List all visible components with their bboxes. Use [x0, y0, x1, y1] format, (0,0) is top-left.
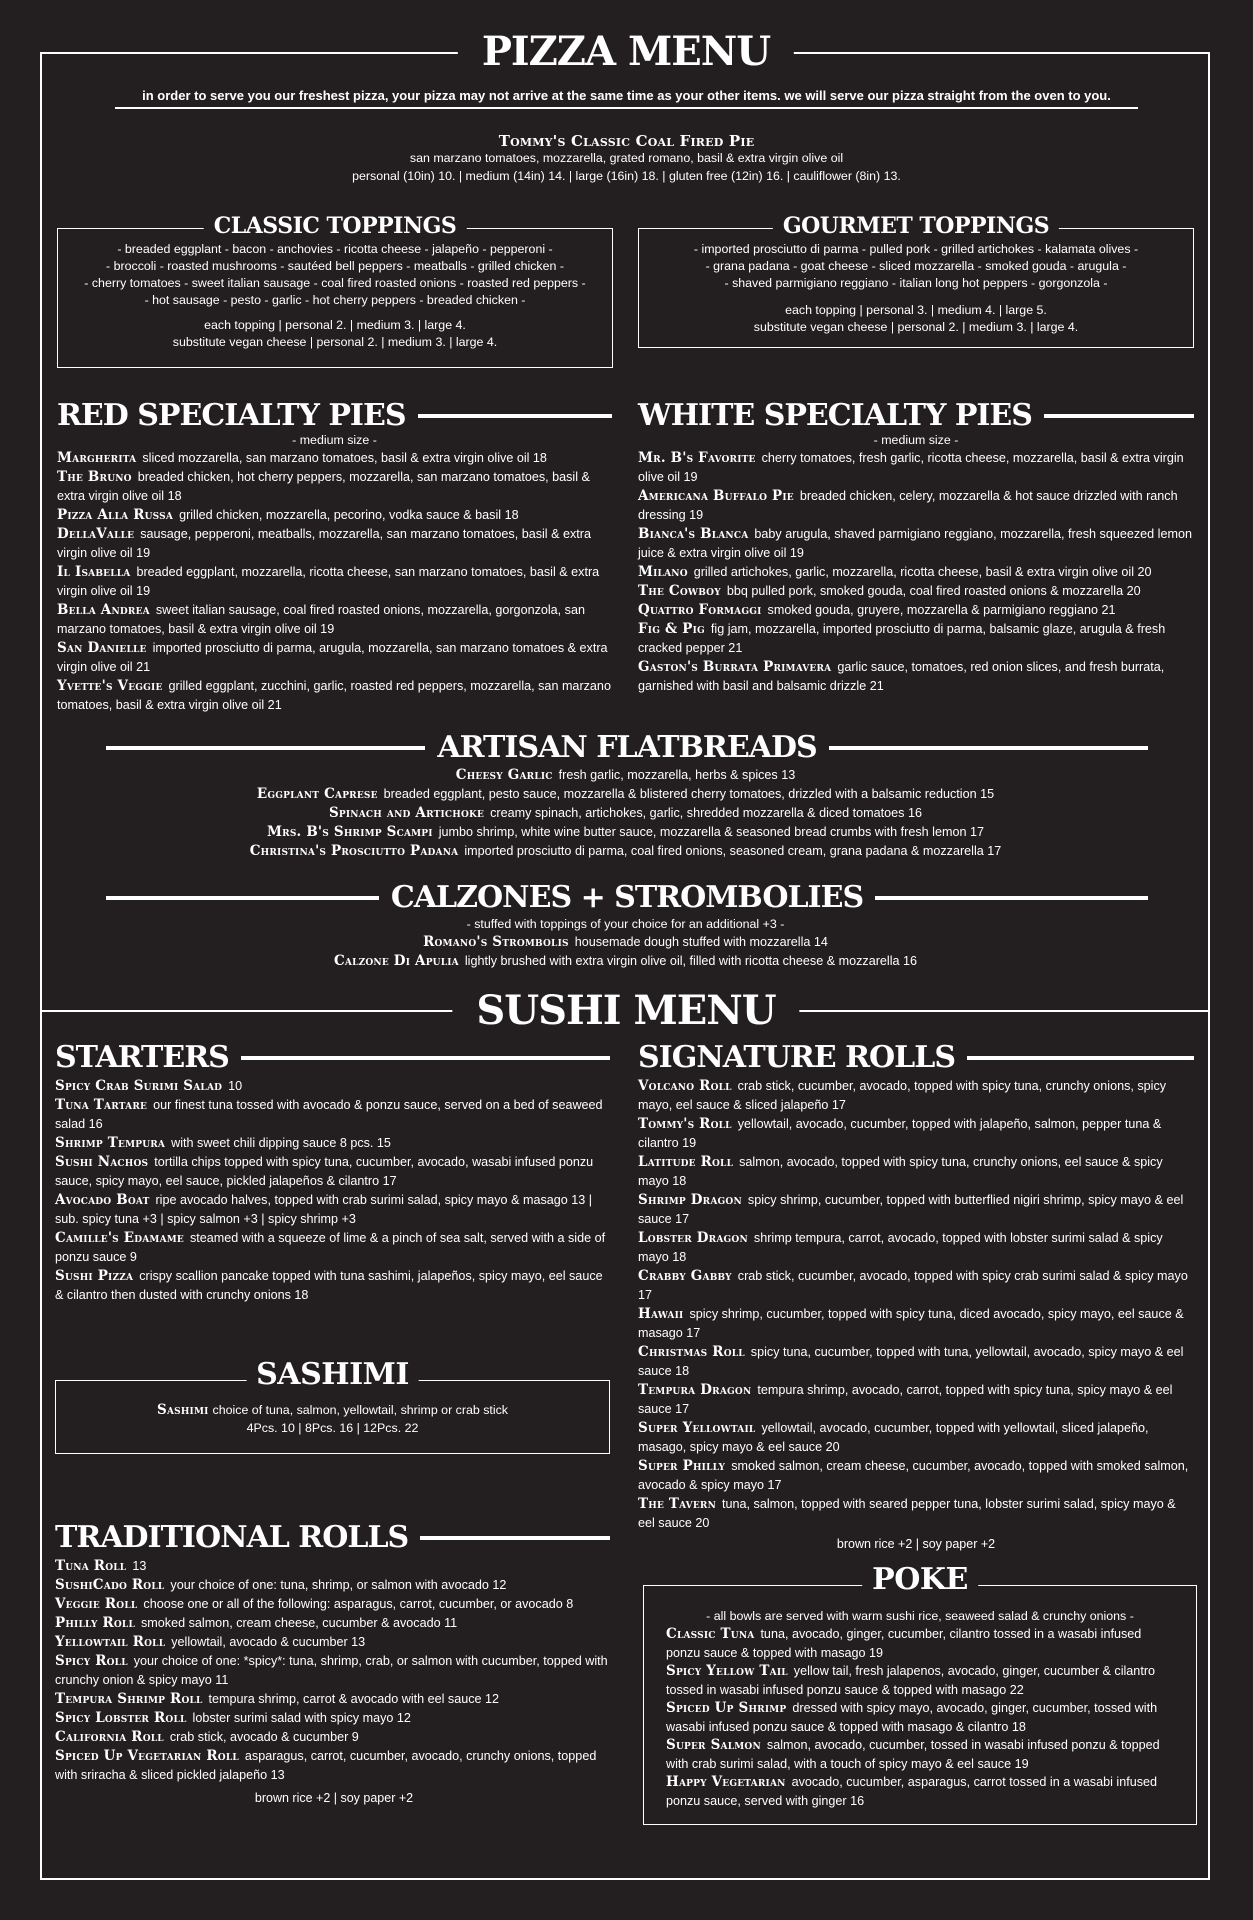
item-name: Romano's Strombolis — [423, 934, 569, 950]
item-name: Cheesy Garlic — [455, 767, 553, 783]
menu-item — [55, 1229, 613, 1267]
item-name: Gaston's Burrata Primavera — [638, 659, 832, 675]
item-desc: breaded chicken, celery, mozzarella & hot sauce drizzled with ranch dressing 19 — [638, 489, 1178, 522]
item-name: Camille's Edamame — [55, 1230, 184, 1246]
menu-item — [55, 1267, 613, 1305]
menu-item — [55, 1096, 613, 1134]
item-desc: baby arugula, shaved parmigiano reggiano, mozzarella, fresh squeezed lemon juice & extra virgin olive oil 19 — [638, 527, 1192, 560]
traditional-list — [55, 1557, 613, 1805]
menu-item — [638, 1191, 1194, 1229]
item-desc: yellowtail, avocado, cucumber, topped with jalapeño, salmon, pepper tuna & cilantro 19 — [638, 1117, 1162, 1150]
item-desc: breaded eggplant, pesto sauce, mozzarella & blistered cherry tomatoes, drizzled with a balsamic reduction 15 — [383, 787, 995, 801]
item-name: Spinach and Artichoke — [328, 805, 485, 821]
item-desc: sausage, pepperoni, meatballs, mozzarella, san marzano tomatoes, basil & extra virgin olive oil 19 — [57, 527, 591, 560]
item-desc: jumbo shrimp, white wine butter sauce, mozzarella & seasoned bread crumbs with fresh lemon 17 — [438, 825, 984, 839]
menu-item — [55, 1134, 613, 1153]
item-desc: spicy tuna, cucumber, topped with tuna, yellowtail, avocado, spicy mayo & eel sauce 18 — [638, 1345, 1184, 1378]
item-name: The Tavern — [638, 1496, 717, 1512]
item-name: Hawaii — [638, 1306, 684, 1322]
item-desc: grilled eggplant, zucchini, garlic, roasted red peppers, mozzarella, san marzano tomatoes, basil & extra virgin olive oil 21 — [57, 679, 611, 712]
item-name: Pizza Alla Russa — [57, 507, 174, 523]
item-name: Super Salmon — [666, 1737, 761, 1753]
menu-item — [55, 1652, 613, 1690]
menu-item — [638, 563, 1194, 582]
calzones-note: - stuffed with toppings of your choice for an additional +3 - — [466, 917, 785, 931]
item-desc: smoked salmon, cream cheese, cucumber, avocado, topped with smoked salmon, avocado & spicy mayo 17 — [638, 1459, 1189, 1492]
gourmet-toppings-box — [638, 213, 1194, 348]
item-desc: 13 — [132, 1559, 147, 1573]
sashimi-prices: 4Pcs. 10 | 8Pcs. 16 | 12Pcs. 22 — [246, 1421, 419, 1435]
white-pies-title: WHITE SPECIALTY PIES — [638, 398, 1032, 433]
topping-vegan: substitute vegan cheese | personal 2. | medium 3. | large 4. — [753, 320, 1079, 334]
classic-pie-block — [115, 132, 1138, 185]
menu-item — [57, 506, 612, 525]
menu-item — [638, 1153, 1194, 1191]
item-name: Spicy Crab Surimi Salad — [55, 1078, 223, 1094]
topping-line: - imported prosciutto di parma - pulled pork - grilled artichokes - kalamata olives - — [693, 242, 1139, 256]
classic-toppings-title: CLASSIC TOPPINGS — [204, 213, 467, 239]
menu-item — [638, 582, 1194, 601]
calzones-heading — [106, 880, 1148, 916]
sashimi-desc: choice of tuna, salmon, yellowtail, shrimp or crab stick — [212, 1403, 508, 1417]
item-desc: avocado, cucumber, asparagus, carrot tossed in a wasabi infused ponzu sauce, served with ginger 16 — [666, 1775, 1158, 1808]
item-desc: yellowtail, avocado & cucumber 13 — [171, 1635, 366, 1649]
item-name: Americana Buffalo Pie — [638, 488, 794, 504]
menu-item — [638, 1419, 1194, 1457]
item-desc: imported prosciutto di parma, coal fired onions, seasoned cream, grana padana & mozzarella 17 — [464, 844, 1002, 858]
item-name: Veggie Roll — [55, 1596, 138, 1612]
item-desc: dressed with spicy mayo, avocado, ginger, cucumber, tossed with wasabi infused ponzu sauce & topped with masago & cilantro 18 — [666, 1701, 1158, 1734]
white-pies-heading — [638, 398, 1194, 434]
item-name: Shrimp Tempura — [55, 1135, 166, 1151]
sashimi-name: Sashimi — [157, 1402, 209, 1418]
item-desc: lightly brushed with extra virgin olive oil, filled with ricotta cheese & mozzarella 16 — [464, 954, 918, 968]
menu-item — [57, 804, 1194, 823]
item-desc: grilled chicken, mozzarella, pecorino, vodka sauce & basil 18 — [179, 508, 519, 522]
item-name: Yvette's Veggie — [57, 678, 163, 694]
item-desc: housemade dough stuffed with mozzarella 14 — [574, 935, 828, 949]
item-name: Classic Tuna — [666, 1626, 755, 1642]
poke-list — [644, 1586, 1196, 1810]
item-desc: tortilla chips topped with spicy tuna, cucumber, avocado, wasabi infused ponzu sauce, spicy mayo, eel sauce, pickled jalapeños & cilantro 17 — [55, 1155, 594, 1188]
menu-item — [638, 658, 1194, 696]
menu-item — [55, 1709, 613, 1728]
menu-item — [57, 468, 612, 506]
item-desc: our finest tuna tossed with avocado & ponzu sauce, served on a bed of seaweed salad 16 — [55, 1098, 603, 1131]
item-name: Bella Andrea — [57, 602, 150, 618]
menu-item — [638, 525, 1194, 563]
menu-item — [55, 1728, 613, 1747]
item-name: Mrs. B's Shrimp Scampi — [267, 824, 433, 840]
item-name: Bianca's Blanca — [638, 526, 749, 542]
menu-item — [55, 1633, 613, 1652]
item-desc: salmon, avocado, topped with spicy tuna, crunchy onions, eel sauce & spicy mayo 18 — [638, 1155, 1163, 1188]
white-pies-note: - medium size - — [873, 433, 959, 447]
menu-item — [638, 1381, 1194, 1419]
item-name: Il Isabella — [57, 564, 131, 580]
item-name: Avocado Boat — [55, 1192, 150, 1208]
item-name: Sushi Pizza — [55, 1268, 134, 1284]
menu-item — [666, 1662, 1174, 1699]
item-desc: sweet italian sausage, coal fired roasted onions, mozzarella, gorgonzola, san marzano tomatoes, basil & extra virgin olive oil 19 — [57, 603, 585, 636]
item-name: Yellowtail Roll — [55, 1634, 166, 1650]
item-desc: cherry tomatoes, fresh garlic, ricotta cheese, mozzarella, basil & extra virgin olive oil 19 — [638, 451, 1184, 484]
red-pies-heading — [57, 398, 612, 434]
red-pies-title: RED SPECIALTY PIES — [57, 398, 406, 433]
sushi-menu-title: SUSHI MENU — [452, 989, 799, 1033]
item-name: Sushi Nachos — [55, 1154, 149, 1170]
red-pies-note: - medium size - — [292, 433, 377, 447]
menu-item — [55, 1557, 613, 1576]
poke-note: - all bowls are served with warm sushi rice, seaweed salad & crunchy onions - — [706, 1609, 1134, 1623]
traditional-title: TRADITIONAL ROLLS — [55, 1520, 409, 1555]
poke-title: POKE — [862, 1564, 978, 1596]
item-desc: your choice of one: tuna, shrimp, or salmon with avocado 12 — [170, 1578, 507, 1592]
topping-line: - broccoli - roasted mushrooms - sautéed bell peppers - meatballs - grilled chicken - — [106, 259, 564, 273]
menu-item — [638, 1077, 1194, 1115]
menu-item — [638, 1115, 1194, 1153]
item-name: SushiCado Roll — [55, 1577, 165, 1593]
item-desc: bbq pulled pork, smoked gouda, coal fired roasted onions & mozzarella 20 — [726, 584, 1141, 598]
item-desc: garlic sauce, tomatoes, red onion slices, and fresh burrata, garnished with basil and balsamic drizzle 21 — [638, 660, 1165, 693]
menu-item — [57, 785, 1194, 804]
item-desc: fresh garlic, mozzarella, herbs & spices 13 — [558, 768, 796, 782]
menu-item — [55, 1191, 613, 1229]
menu-item — [638, 1343, 1194, 1381]
item-name: Volcano Roll — [638, 1078, 732, 1094]
menu-item — [57, 842, 1194, 861]
item-desc: shrimp tempura, carrot, avocado, topped with lobster surimi salad & spicy mayo 18 — [638, 1231, 1163, 1264]
item-name: Mr. B's Favorite — [638, 450, 756, 466]
item-desc: crispy scallion pancake topped with tuna sashimi, jalapeños, spicy mayo, eel sauce & cilantro then dusted with crunchy onions 18 — [55, 1269, 603, 1302]
item-desc: breaded chicken, hot cherry peppers, mozzarella, san marzano tomatoes, basil & extra virgin olive oil 18 — [57, 470, 590, 503]
sashimi-title: SASHIMI — [246, 1359, 419, 1391]
item-desc: tuna, salmon, topped with seared pepper tuna, lobster surimi salad, spicy mayo & eel sauce 20 — [638, 1497, 1176, 1530]
menu-item — [57, 933, 1194, 952]
item-desc: tempura shrimp, carrot & avocado with eel sauce 12 — [208, 1692, 500, 1706]
item-name: Spiced Up Vegetarian Roll — [55, 1748, 239, 1764]
menu-item — [57, 525, 612, 563]
item-name: Tempura Shrimp Roll — [55, 1691, 203, 1707]
menu-item — [57, 766, 1194, 785]
menu-item — [57, 449, 612, 468]
item-desc: crab stick, cucumber, avocado, topped with spicy crab surimi salad & spicy mayo 17 — [638, 1269, 1188, 1302]
item-name: Eggplant Caprese — [256, 786, 378, 802]
item-name: Tuna Roll — [55, 1558, 127, 1574]
menu-item — [638, 1495, 1194, 1533]
topping-line: - hot sausage - pesto - garlic - hot cherry peppers - breaded chicken - — [144, 293, 526, 307]
item-name: Shrimp Dragon — [638, 1192, 742, 1208]
white-pies-list — [638, 432, 1194, 696]
menu-item — [666, 1625, 1174, 1662]
topping-line: - shaved parmigiano reggiano - italian long hot peppers - gorgonzola - — [724, 276, 1108, 290]
menu-item — [638, 449, 1194, 487]
calzones-list — [57, 916, 1194, 971]
pizza-menu-title: PIZZA MENU — [458, 30, 794, 74]
item-desc: 10 — [228, 1079, 243, 1093]
item-desc: creamy spinach, artichokes, garlic, shredded mozzarella & diced tomatoes 16 — [490, 806, 922, 820]
menu-item — [57, 563, 612, 601]
gourmet-toppings-title: GOURMET TOPPINGS — [773, 213, 1059, 239]
classic-pie-desc: san marzano tomatoes, mozzarella, grated romano, basil & extra virgin olive oil — [409, 151, 844, 165]
item-name: Calzone Di Apulia — [333, 953, 459, 969]
item-desc: lobster surimi salad with spicy mayo 12 — [192, 1711, 411, 1725]
classic-toppings-box — [57, 213, 613, 368]
item-name: Milano — [638, 564, 688, 580]
item-name: Super Yellowtail — [638, 1420, 756, 1436]
item-name: Tuna Tartare — [55, 1097, 148, 1113]
topping-price: each topping | personal 3. | medium 4. | large 5. — [785, 303, 1047, 317]
item-desc: tempura shrimp, avocado, carrot, topped with spicy tuna, spicy mayo & eel sauce 17 — [638, 1383, 1173, 1416]
item-desc: with sweet chili dipping sauce 8 pcs. 15 — [171, 1136, 391, 1150]
menu-item — [57, 677, 612, 715]
flatbreads-list — [57, 766, 1194, 861]
flatbreads-heading — [106, 730, 1148, 766]
poke-box — [643, 1562, 1197, 1825]
menu-item — [638, 1457, 1194, 1495]
item-desc: crab stick, avocado & cucumber 9 — [169, 1730, 359, 1744]
menu-item — [638, 1267, 1194, 1305]
item-name: Happy Vegetarian — [666, 1774, 786, 1790]
item-desc: smoked salmon, cream cheese, cucumber & avocado 11 — [141, 1616, 458, 1630]
menu-item — [55, 1747, 613, 1785]
item-name: Tommy's Roll — [638, 1116, 732, 1132]
item-name: Super Philly — [638, 1458, 726, 1474]
item-desc: choose one or all of the following: asparagus, carrot, cucumber, or avocado 8 — [143, 1597, 574, 1611]
item-desc: spicy shrimp, cucumber, topped with spicy tuna, diced avocado, spicy mayo, eel sauce & masago 17 — [638, 1307, 1184, 1340]
menu-item — [55, 1690, 613, 1709]
menu-item — [666, 1699, 1174, 1736]
item-name: Margherita — [57, 450, 137, 466]
item-name: Spicy Roll — [55, 1653, 128, 1669]
item-desc: smoked gouda, gruyere, mozzarella & parmigiano reggiano 21 — [767, 603, 1116, 617]
item-name: Spicy Yellow Tail — [666, 1663, 788, 1679]
starters-heading — [55, 1040, 610, 1076]
item-name: Quattro Formaggi — [638, 602, 762, 618]
classic-toppings-list — [58, 241, 612, 351]
item-name: Christina's Prosciutto Padana — [249, 843, 459, 859]
item-name: Latitude Roll — [638, 1154, 734, 1170]
menu-item — [638, 620, 1194, 658]
item-desc: tuna, avocado, ginger, cucumber, cilantro tossed in a wasabi infused ponzu sauce & topped with masago 19 — [666, 1627, 1142, 1660]
item-desc: breaded eggplant, mozzarella, ricotta cheese, san marzano tomatoes, basil & extra virgin olive oil 19 — [57, 565, 600, 598]
topping-line: - grana padana - goat cheese - sliced mozzarella - smoked gouda - arugula - — [705, 259, 1127, 273]
menu-item — [55, 1576, 613, 1595]
menu-item — [666, 1736, 1174, 1773]
item-desc: fig jam, mozzarella, imported prosciutto di parma, balsamic glaze, arugula & fresh cracked pepper 21 — [638, 622, 1166, 655]
gourmet-toppings-list — [639, 241, 1193, 336]
item-desc: yellowtail, avocado, cucumber, topped with yellowtail, sliced jalapeño, masago, spicy mayo & eel sauce 20 — [638, 1421, 1149, 1454]
item-desc: ripe avocado halves, topped with crab surimi salad, spicy mayo & masago 13 | sub. spicy tuna +3 | spicy salmon +3 | spicy shrimp +3 — [55, 1193, 593, 1226]
flatbreads-title: ARTISAN FLATBREADS — [437, 730, 817, 765]
topping-line: - breaded eggplant - bacon - anchovies - ricotta cheese - jalapeño - pepperoni - — [117, 242, 553, 256]
item-desc: yellow tail, fresh jalapenos, avocado, ginger, cucumber & cilantro tossed in wasabi infused ponzu sauce & topped with masago 22 — [666, 1664, 1156, 1697]
menu-item — [638, 1305, 1194, 1343]
menu-item — [55, 1595, 613, 1614]
signature-heading — [638, 1040, 1194, 1076]
item-desc: sliced mozzarella, san marzano tomatoes, basil & extra virgin olive oil 18 — [142, 451, 547, 465]
item-desc: salmon, avocado, cucumber, tossed in wasabi infused ponzu & topped with crab surimi salad, with a touch of spicy mayo & eel sauce 19 — [666, 1738, 1160, 1771]
menu-item — [55, 1614, 613, 1633]
sashimi-box — [55, 1357, 610, 1454]
item-desc: asparagus, carrot, cucumber, avocado, crunchy onions, topped with sriracha & sliced pickled jalapeño 13 — [55, 1749, 597, 1782]
menu-item — [57, 601, 612, 639]
pizza-notice: in order to serve you our freshest pizza, your pizza may not arrive at the same time as your other items. we will serve our pizza straight from the oven to you. — [115, 88, 1138, 109]
calzones-title: CALZONES + STROMBOLIES — [390, 880, 864, 915]
item-name: Christmas Roll — [638, 1344, 745, 1360]
starters-list — [55, 1077, 613, 1305]
menu-item — [638, 1229, 1194, 1267]
menu-item — [57, 823, 1194, 842]
menu-item — [55, 1153, 613, 1191]
sashimi-body — [56, 1401, 609, 1437]
menu-item — [638, 487, 1194, 525]
item-name: Lobster Dragon — [638, 1230, 748, 1246]
item-name: Fig & Pig — [638, 621, 705, 637]
signature-footer: brown rice +2 | soy paper +2 — [836, 1537, 996, 1551]
item-name: Philly Roll — [55, 1615, 135, 1631]
classic-pie-name: Tommy's Classic Coal Fired Pie — [498, 132, 755, 150]
classic-pie-sizes: personal (10in) 10. | medium (14in) 14. | large (16in) 18. | gluten free (12in) 16. | cauliflower (8in) 13. — [352, 169, 901, 183]
starters-title: STARTERS — [55, 1040, 229, 1075]
item-name: California Roll — [55, 1729, 164, 1745]
signature-list — [638, 1077, 1194, 1551]
menu-item — [55, 1077, 613, 1096]
traditional-footer: brown rice +2 | soy paper +2 — [254, 1791, 414, 1805]
item-desc: spicy shrimp, cucumber, topped with butterflied nigiri shrimp, spicy mayo & eel sauce 17 — [638, 1193, 1184, 1226]
item-name: Crabby Gabby — [638, 1268, 732, 1284]
menu-item — [666, 1773, 1174, 1810]
menu-item — [638, 601, 1194, 620]
red-pies-list — [57, 432, 612, 715]
item-desc: your choice of one: *spicy*: tuna, shrimp, crab, or salmon with cucumber, topped with crunchy onion & spicy mayo 11 — [55, 1654, 608, 1687]
item-desc: crab stick, cucumber, avocado, topped with spicy tuna, crunchy onions, spicy mayo, eel sauce & sliced jalapeño 17 — [638, 1079, 1167, 1112]
menu-item — [57, 952, 1194, 971]
topping-line: - cherry tomatoes - sweet italian sausage - coal fired roasted onions - roasted red peppers - — [84, 276, 586, 290]
traditional-heading — [55, 1520, 610, 1556]
item-name: Tempura Dragon — [638, 1382, 752, 1398]
item-name: DellaValle — [57, 526, 135, 542]
menu-item — [57, 639, 612, 677]
item-name: Spiced Up Shrimp — [666, 1700, 787, 1716]
item-name: The Cowboy — [638, 583, 721, 599]
topping-price: each topping | personal 2. | medium 3. | large 4. — [204, 318, 466, 332]
signature-title: SIGNATURE ROLLS — [638, 1040, 956, 1075]
item-name: San Danielle — [57, 640, 147, 656]
item-name: Spicy Lobster Roll — [55, 1710, 187, 1726]
item-name: The Bruno — [57, 469, 132, 485]
item-desc: grilled artichokes, garlic, mozzarella, ricotta cheese, basil & extra virgin olive oil 20 — [693, 565, 1152, 579]
item-desc: imported prosciutto di parma, arugula, mozzarella, san marzano tomatoes & extra virgin olive oil 21 — [57, 641, 608, 674]
item-desc: steamed with a squeeze of lime & a pinch of sea salt, served with a side of ponzu sauce 9 — [55, 1231, 606, 1264]
topping-vegan: substitute vegan cheese | personal 2. | medium 3. | large 4. — [172, 335, 498, 349]
